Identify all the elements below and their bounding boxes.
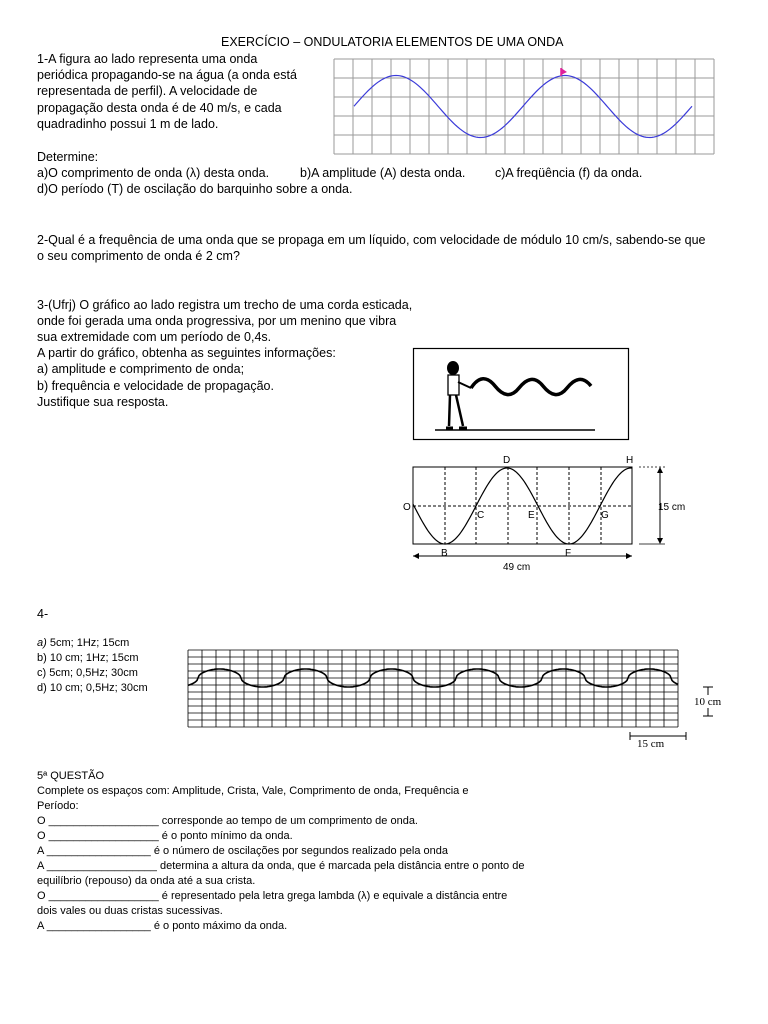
q5-line: A _________________ é o ponto máximo da onda. <box>37 920 288 932</box>
q4-grid <box>188 650 678 727</box>
q1-item-b: b)A amplitude (A) desta onda. <box>300 166 466 180</box>
q2-line: 2-Qual é a frequência de uma onda que se propaga em um líquido, com velocidade de módulo 10 cm/s, sabendo-se que <box>37 233 706 247</box>
q3-line: A partir do gráfico, obtenha as seguintes informações: <box>37 346 336 360</box>
q3-line: 3-(Ufrj) O gráfico ao lado registra um trecho de uma corda esticada, <box>37 298 413 312</box>
q5-line: dois vales ou duas cristas sucessivas. <box>37 905 223 917</box>
q1-line: 1-A figura ao lado representa uma onda <box>37 52 258 66</box>
q5-line: A _________________ é o número de oscilações por segundos realizado pela onda <box>37 845 448 857</box>
q1-line: representada de perfil). A velocidade de <box>37 84 258 98</box>
q1-line: periódica propagando-se na água (a onda está <box>37 68 297 82</box>
point-label-c: C <box>477 510 485 521</box>
q4-option-a-text: 5cm; 1Hz; 15cm <box>46 637 130 649</box>
q3-line: a) amplitude e comprimento de onda; <box>37 362 245 376</box>
q5-line: Período: <box>37 800 79 812</box>
q3-line: sua extremidade com um período de 0,4s. <box>37 330 272 344</box>
q5-line: O __________________ é o ponto mínimo da onda. <box>37 830 293 842</box>
q4-option-c: c) 5cm; 0,5Hz; 30cm <box>37 667 138 679</box>
q4-number: 4- <box>37 607 49 621</box>
q4-option-a <box>37 636 129 651</box>
q1-line: quadradinho possui 1 m de lado. <box>37 117 219 131</box>
q4-option-a-prefix: a) <box>37 637 47 649</box>
q3-line: b) frequência e velocidade de propagação. <box>37 379 274 393</box>
q2-line: o seu comprimento de onda é 2 cm? <box>37 249 240 263</box>
q1-item-c: c)A freqüência (f) da onda. <box>495 166 643 180</box>
q5-line: equilíbrio (repouso) da onda até a sua crista. <box>37 875 256 887</box>
point-label-b: B <box>441 548 448 559</box>
q1-determine: Determine: <box>37 150 99 164</box>
q5-line: Complete os espaços com: Amplitude, Crista, Vale, Comprimento de onda, Frequência e <box>37 785 469 797</box>
q1-item-d: d)O período (T) de oscilação do barquinho sobre a onda. <box>37 182 353 196</box>
point-label-d: D <box>503 455 511 466</box>
point-label-e: E <box>528 510 535 521</box>
q5-line: O __________________ é representado pela letra grega lambda (λ) e equivale a distância entre <box>37 890 508 902</box>
q3-line: Justifique sua resposta. <box>37 395 169 409</box>
q1-item-a: a)O comprimento de onda (λ) desta onda. <box>37 166 270 180</box>
q1-line: propagação desta onda é de 40 m/s, e cada <box>37 101 282 115</box>
q4-option-d: d) 10 cm; 0,5Hz; 30cm <box>37 682 148 694</box>
q4-width-label: 15 cm <box>637 738 665 750</box>
q4-height-label: 10 cm <box>694 696 722 708</box>
point-label-h: H <box>626 455 634 466</box>
q1-grid <box>334 59 714 154</box>
width-dimension-label: 49 cm <box>503 562 531 573</box>
point-label-f: F <box>565 548 572 559</box>
q4-option-b: b) 10 cm; 1Hz; 15cm <box>37 652 139 664</box>
q5-line: O __________________ corresponde ao tempo de um comprimento de onda. <box>37 815 418 827</box>
page-title: EXERCÍCIO – ONDULATORIA ELEMENTOS DE UMA ONDA <box>221 35 564 49</box>
q3-wave-diagram <box>403 452 703 577</box>
q5-heading: 5ª QUESTÃO <box>37 770 105 782</box>
height-dimension-label: 15 cm <box>658 502 686 513</box>
q4-wave-figure <box>188 650 738 750</box>
q5-line: A __________________ determina a altura da onda, que é marcada pela distância entre o ponto de <box>37 860 525 872</box>
point-label-o: O <box>403 502 411 513</box>
q1-wave-figure <box>334 59 714 155</box>
q3-line: onde foi gerada uma onda progressiva, por um menino que vibra <box>37 314 397 328</box>
q1-wave-line <box>354 76 692 138</box>
point-label-g: G <box>601 510 609 521</box>
boy-rope-figure <box>413 348 629 440</box>
